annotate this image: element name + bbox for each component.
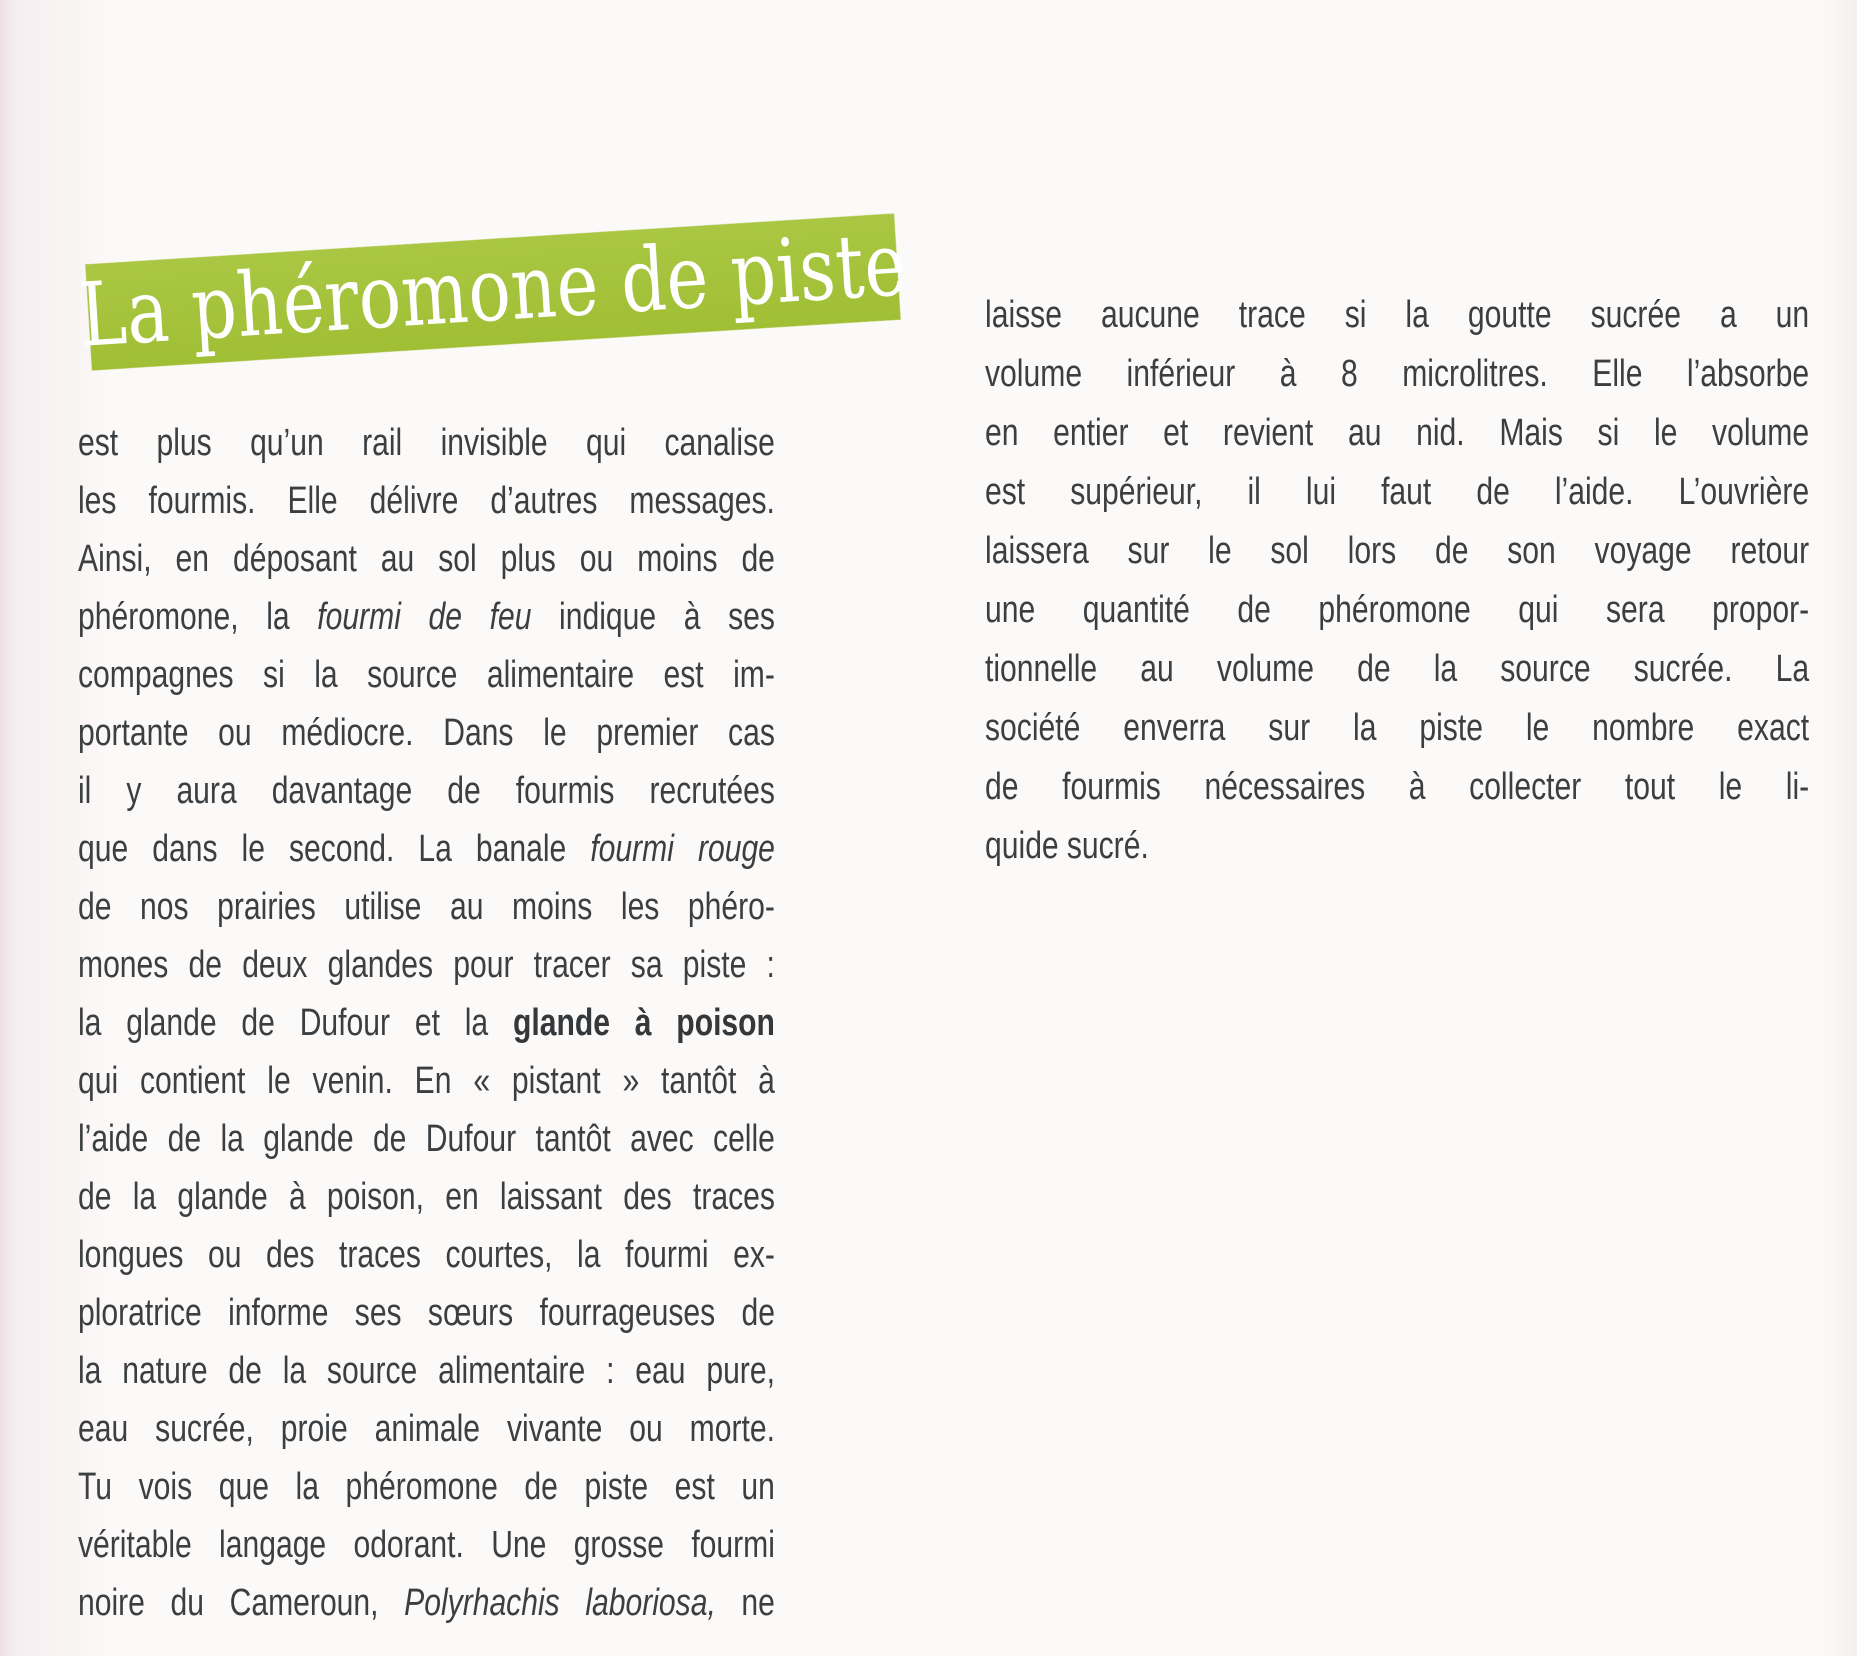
- title-banner: [76, 211, 910, 371]
- text-line: portante ou médiocre. Dans le premier cas: [78, 711, 775, 754]
- text-line: phéromone, la fourmi de feu indique à ses: [78, 595, 775, 638]
- text-line: laissera sur le sol lors de son voyage retour: [985, 530, 1810, 572]
- text-line: de fourmis nécessaires à collecter tout le li-: [985, 766, 1810, 808]
- text-line: laisse aucune trace si la goutte sucrée a un: [985, 294, 1810, 336]
- text-line: la nature de la source alimentaire : eau pure,: [78, 1349, 775, 1392]
- text-line: quide sucré.: [985, 825, 1149, 867]
- text-line: noire du Cameroun, Polyrhachis laboriosa, ne: [78, 1581, 775, 1624]
- text-line: qui contient le venin. En « pistant » tantôt à: [78, 1059, 775, 1102]
- text-line: volume inférieur à 8 microlitres. Elle l’absorbe: [985, 353, 1810, 395]
- text-line: véritable langage odorant. Une grosse fourmi: [78, 1523, 775, 1566]
- text-line: est supérieur, il lui faut de l’aide. L’ouvrière: [985, 471, 1810, 513]
- text-line: ploratrice informe ses sœurs fourrageuses de: [78, 1291, 775, 1334]
- text-line: la glande de Dufour et la glande à poison: [78, 1001, 775, 1044]
- text-line: eau sucrée, proie animale vivante ou morte.: [78, 1407, 775, 1450]
- text-line: Tu vois que la phéromone de piste est un: [78, 1465, 775, 1508]
- text-line: de nos prairies utilise au moins les phéro-: [78, 885, 775, 928]
- text-line: il y aura davantage de fourmis recrutées: [78, 769, 775, 812]
- text-line: compagnes si la source alimentaire est im-: [78, 653, 775, 696]
- text-line: Ainsi, en déposant au sol plus ou moins de: [78, 537, 775, 580]
- left-text-column: [78, 414, 775, 1632]
- text-line: en entier et revient au nid. Mais si le volume: [985, 412, 1810, 454]
- text-line: les fourmis. Elle délivre d’autres messages.: [78, 479, 775, 522]
- text-line: de la glande à poison, en laissant des traces: [78, 1175, 775, 1218]
- text-line: tionnelle au volume de la source sucrée. La: [985, 648, 1810, 690]
- text-line: est plus qu’un rail invisible qui canalise: [78, 421, 775, 464]
- text-line: l’aide de la glande de Dufour tantôt avec celle: [78, 1117, 775, 1160]
- text-line: une quantité de phéromone qui sera propor-: [985, 589, 1810, 631]
- text-line: longues ou des traces courtes, la fourmi ex-: [78, 1233, 775, 1276]
- text-line: que dans le second. La banale fourmi rouge: [78, 827, 775, 870]
- text-line: mones de deux glandes pour tracer sa piste :: [78, 943, 775, 986]
- page-title: La phéromone de piste: [76, 211, 910, 367]
- right-text-column: [985, 286, 1809, 876]
- text-line: société enverra sur la piste le nombre exact: [985, 707, 1810, 749]
